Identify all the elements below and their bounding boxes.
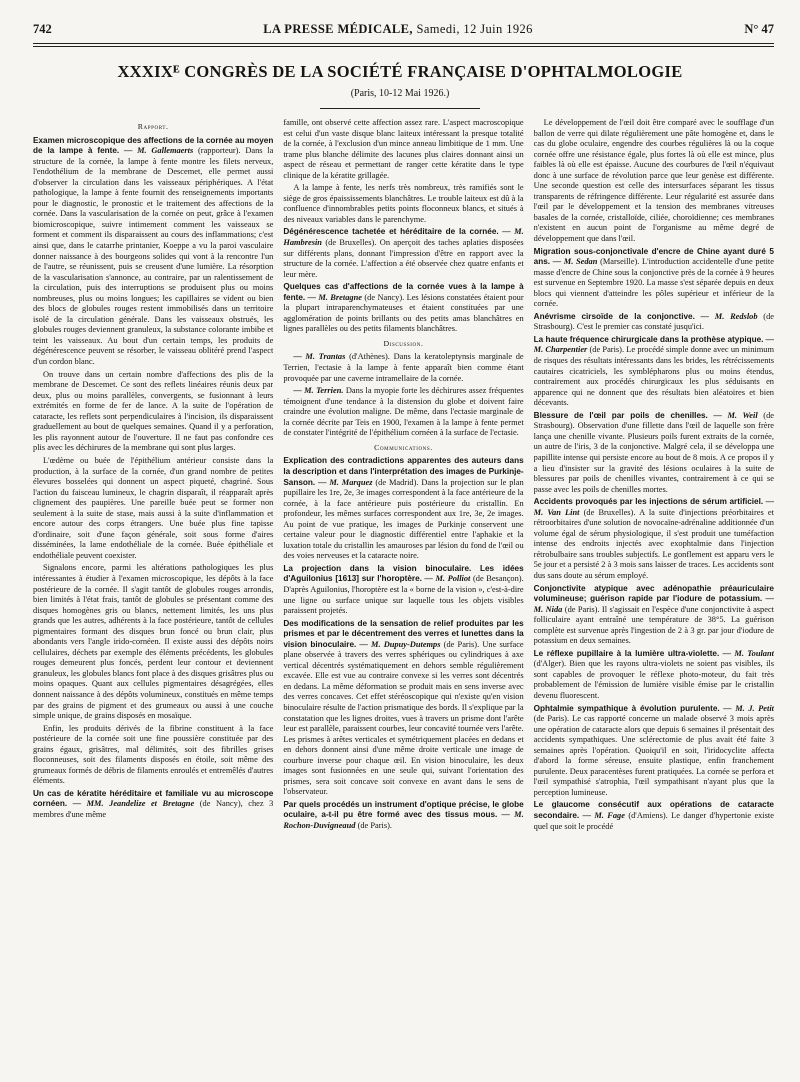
article-text: (de Nancy). Les lésions constatées étaient pour la plupart intraparenchymateuses et étaient constituées par une agglomération de points brillants ou des petits amas blanchâtres en lignes parallèles ou des petits filaments blanchâtres. [283, 292, 524, 334]
congress-subtitle: (Paris, 10-12 Mai 1926.) [350, 88, 450, 99]
article-paragraph [534, 497, 774, 581]
article-author: — M. Terrien. [293, 386, 344, 396]
body-paragraph: L'œdème ou buée de l'épithélium antérieur consiste dans la production, à la surface de la cornée, d'un grand nombre de petites élevures bosselées qui donnent un aspect piqueté, chagriné. Sous l'action du faisceau lumineux, le chagrin disparaît, il réapparaît après clignement des paupières. Une pareille buée peut se former non seulement à la suite de stase, mais aussi à la suite d'inflammation et encore autour des corps étrangers. Une buée plus fine tapisse d'ordinaire, soit d'une façon générale, soit sous forme d'aires disséminées, la lame endothéliale de la cornée. Buée épithéliale et endothéliale peuvent coexister. [33, 455, 274, 560]
article-title: La projection dans la vision binoculaire. Les idées d'Aguilonius [1613] sur l'horoptère. [283, 563, 524, 584]
article-text: (de Bruxelles). On aperçoit des taches aplaties disposées sur différents plans, donnant l'impression d'être en rapport avec la structure de la cornée. L'affection a été observée chez quatre enfants et leur mère. [283, 238, 524, 279]
journal-title-date [263, 22, 533, 37]
article-title: Conjonctivite atypique avec adénopathie préauriculaire volumineuse; guérison rapide par l'iodure de potassium. [533, 583, 774, 604]
article-text: (de Strasbourg). C'est le premier cas constaté jusqu'ici. [533, 311, 774, 332]
body-paragraph: Signalons encore, parmi les altérations pathologiques les plus intéressantes à étudier à l'examen microscopique, les dépôts à la face postérieure de la cornée. Il s'agit tantôt de globules rouges arrondis, bien limités à l'état frais, tantôt de globules se présentant comme des disques homogènes gris ou blancs, nettement limités, les uns plus grands que les autres, adhérents à la face postérieure, tantôt de cellules pigmentaires formant des disques brun foncé ou brun clair, plus abondants vers l'angle irido-cornéen. Il existe aussi des dépôts noirs cellulaires, déchets par exemple des éléments précédents, les globules rouges demeurent plus foncés, perdent leur contour et deviennent granuleux, les globules blancs font place à des disques grisâtres plus ou moins opaques. Quant aux cellules pigmentaires désagrégées, elles donnent naissance à des dépôts volumineux, constitués en même temps par des grains de pigment et des grumeaux ou aussi à une couche simple unique, de grains disposés en mosaïque. [33, 563, 274, 721]
article-title: Des modifications de la sensation de relief produites par les prismes et par le décentrement des verres et lunettes dans la vision binoculaire. [283, 618, 524, 649]
article-paragraph [283, 564, 523, 617]
article-title: Migration sous-conjonctivale d'encre de Chine ayant duré 5 ans. [533, 246, 774, 267]
article-author: — M. Hambresin [283, 227, 524, 248]
article-text: (de Paris). Le cas rapporté concerne un malade observé 3 mois après une opération de cataracte alors que depuis 6 semaines il présentait des accidents sympathiques. Une sclérectomie de plus avait été faite 3 semaines après l'opération. Quoiqu'il en soit, l'iridocyclite affecta d'abord la forme séreuse, ensuite plastique, enfin franchement purulente. Deux paracentèses furent pratiquées. La cornée se perfora et l'œil sympathisé s'atrophia, l'œil sympathisant n'ayant plus que la perception lumineuse. [533, 714, 774, 797]
article-title: Accidents provoqués par les injections de sérum artificiel. [533, 497, 764, 507]
article-author: — M. Polliot [424, 574, 471, 584]
article-text: (d'Amiens). Le danger d'hypertonie existe quel que soit le procédé [533, 811, 774, 831]
header-rule-double [33, 46, 774, 47]
congress-title: XXXIXᴱ CONGRÈS DE LA SOCIÉTÉ FRANÇAISE D'OPHTALMOLOGIE [117, 62, 683, 81]
article-paragraph [283, 456, 523, 561]
running-header [33, 22, 774, 40]
article-paragraph [534, 584, 774, 647]
article-author: — M. Van Lint [533, 497, 774, 517]
article-author: — M. Marquez [318, 477, 373, 487]
article-author: — M. Nida [533, 594, 774, 614]
article-paragraph [33, 136, 273, 368]
article-text: (rapporteur). Dans la structure de la cornée, la lampe à fente montre les filets nerveux, l'endothélium de la membrane de Descemet, elle permet aussi d'observer la circulation dans les vaisseaux périphériques. A l'état pathologique, la lampe à fente fournit des renseignements importants pour le diagnostic, le pronostic et le traitement des affections de la cornée. Dans la vascularisation de la cornée on peut, grâce à l'examen biomicroscopique, suivre intimement comment les vaisseaux se forment et comment ils disparaissent au cours des inflammations; c'est ainsi que, dans le catarrhe printanier, Koeppe a vu la paroi vasculaire donner naissance à des bourgeons solides qui vont à la rencontre l'un de l'autre, se réunissent, puis se creusent d'une lumière. La résorption de la vascularisation s'annonce, au contraire, par un ralentissement de la circulation, puis des interruptions se produisent plus ou moins nombreuses, plus ou moins longues; les capillaires se vident ou bien des blocs de globules rouges restent immobilisés dans un territoire isolé de la circulation générale. Dans les vaisseaux obstrués, les globules rouges deviennent granuleux, la substance colorante imbibe et teint les vaisseaux. Au bout d'un certain temps, les produits de dégénérescence peuvent se résorber, le vaisseau oblitéré prend l'aspect d'un cordon blanc. [33, 146, 274, 367]
column-1 [33, 118, 273, 1074]
article-author: — M. Weil [713, 410, 758, 420]
issue-date: Samedi, 12 Juin 1926 [416, 22, 533, 36]
body-paragraph: A la lampe à fente, les nerfs très nombreux, très ramifiés sont le siège de gros épaississements blanchâtres. Le trouble laiteux est dû à la confluence d'innombrables petits points floconneux blancs, et situés à des niveaux variables dans le parenchyme. [283, 183, 524, 224]
article-paragraph [534, 800, 774, 832]
issue-number: N° 47 [744, 22, 774, 36]
article-text: (de Besançon). D'après Aguilonius, l'horoptère est la « borne de la vision », c'est-à-dire une ligne ou surface unique sur laquelle tous les objets visibles paraissent projetés. [283, 574, 524, 616]
section-heading-rapport: Rapport. [137, 122, 169, 131]
article-title: Par quels procédés un instrument d'optique précise, le globe oculaire, a-t-il pu être formé avec des tissus mous. [283, 799, 524, 820]
body-paragraph: On trouve dans un certain nombre d'affections des plis de la membrane de Descemet. Ce sont des reflets linéaires réunis deux par deux, plus ou moins parallèles, convergents, se fusionnant à leurs extrémités en forme de fer de lance. A la suite de l'opération de cataracte, les reflets sont perpendiculaires à l'incision, ils disparaissent graduellement au bout de quelques semaines. Quand il y a perforation, les plis rayonnent autour de l'ouverture. Il ne faut pas confondre ces plis avec les déchirures de la membrane qui sont plus larges. [33, 369, 274, 453]
article-paragraph [283, 619, 523, 798]
title-divider [320, 108, 480, 109]
article-paragraph [283, 282, 523, 335]
discussion-paragraph [283, 386, 523, 439]
article-author: — M. Trantas [293, 352, 346, 362]
column-3 [534, 118, 774, 1074]
article-title: Ophtalmie sympathique à évolution purulente. [533, 703, 720, 713]
article-author: — M. J. Petit [723, 703, 774, 713]
article-title: Le glaucome consécutif aux opérations de cataracte secondaire. [533, 800, 774, 820]
article-paragraph [534, 312, 774, 333]
article-paragraph [534, 649, 774, 702]
body-paragraph: Enfin, les produits dérivés de la fibrine constituent à la face postérieure de la cornée soit une fine poussière constituée par des grains égaux, grisâtres, mal délimités, soit des fibrilles grises floconneuses, soit des filaments disposés en étoile, soit même des grumeaux formés de débris de filaments enroulés et entremêlés d'autres éléments. [33, 723, 274, 786]
article-title: Blessure de l'œil par poils de chenilles. [533, 410, 708, 420]
article-text: (Marseille). L'introduction accidentelle d'une petite masse d'encre de Chine sous la conjonctive près de la cornée à 9 heures est survenue en Septembre 1920. La masse s'est séparée depuis en deux blocs qui viennent d'atteindre les pôles supérieur et inférieur de la cornée. [533, 257, 774, 309]
article-text: (de Paris). Une surface plane observée à travers des verres sphériques ou cylindriques à axe vertical décentrés systématiquement en dehors semble régulièrement excavée. Elle est vue au contraire convexe si les verres sont décentrés en dedans. La même déformation se produit mais en sens inverse avec des verres concaves. Cet effet stéréoscopique qui n'existe qu'en vision binoculaire résulte de l'action prismatique des bords. Il s'explique par la constatation que les lignes droites, vues à travers un prisme dont l'arête leur est parallèle, paraissent courbes, leur concavité tournée vers l'arête. Les prismes à arêtes verticales et symétriquement placées en dedans et en dehors donnent ainsi d'une même droite verticale une image de courbure inverse pour chaque œil. En vision binoculaire, les deux images sont fusionnées en une seule qui, suivant l'orientation des prismes, sera soit concave soit convexe en avant dans le sens de l'observateur. [283, 639, 524, 797]
article-author: — M. Sedan [552, 257, 598, 267]
article-title: Un cas de kératite héréditaire et familiale vu au microscope cornéen. [33, 788, 274, 809]
article-paragraph [283, 227, 523, 280]
article-paragraph [534, 411, 774, 495]
article-text: (d'Athènes). Dans la keratoleptynsis marginale de Terrien, l'ectasie à la lampe à fente apparaît bien comme étant provoquée par une caverne intramellaire de la cornée. [283, 352, 524, 383]
article-text: (de Strasbourg). Observation d'une fillette dans l'œil de laquelle son frère lança une chenille vivante. Plusieurs poils furent extraits de la cornée, un autre de l'iris, 3 de la conjonctive. Malgré cela, il se développa une papillite intense qui persiste encore au bout de 8 mois. A ce propos il y a lieu d'insister sur la gravité des lésions oculaires à la suite de blessures par poils de chenilles vivantes, contrairement à ce qui se passe avec les poils de chenilles mortes. [533, 410, 774, 494]
article-text: (de Paris). Le procédé simple donne avec un minimum de risques des résultats intéressants dans les brides, les rétrécissements cautaires cicatriciels, les symblépharons plus ou moins étendus, contrairement aux procédés chirurgicaux les plus séduisants en apparence qui ne donnent que des résultats bien aléatoires et bien décevants. [533, 345, 774, 408]
article-title: Dégénérescence tachetée et héréditaire de la cornée. [283, 227, 499, 237]
article-author: — MM. Jeandelize et Bretagne [72, 799, 195, 809]
section-heading-communications: Communications. [374, 442, 433, 452]
article-text: (de Madrid). Dans la projection sur le plan pupillaire les 1re, 2e, 3e images correspondent à la face antérieure de la cornée, à la face antérieure puis postérieure du cristallin. En profondeur, les mêmes surfaces correspondent aux 1re, 3e, 2e images. Au point de vue pratique, les images de Purkinje conservent une certaine valeur pour le diagnostic différentiel entre l'aphakie et la luxation totale du cristallin les amauroses par lésion du fond de l'œil ou des voies nerveuses et la cataracte noire. [283, 477, 524, 561]
article-text: (de Paris). [357, 821, 392, 830]
article-author: — M. Gallemaerts [123, 146, 194, 156]
article-title: La haute fréquence chirurgicale dans la prothèse atypique. [533, 334, 764, 344]
section-heading-discussion: Discussion. [383, 338, 424, 348]
column-2 [283, 118, 523, 1074]
header-rule [33, 43, 774, 44]
article-title: Quelques cas d'affections de la cornée vues à la lampe à fente. [283, 282, 524, 302]
article-text: (de Bruxelles). A la suite d'injections préorbitaires et rétroorbitaires d'une solution de novocaïne-adrénaline additionnée d'un volume égal de sérum physiologique, il s'est produit une tuméfaction intense des endroits injectés avec exophtalmie dans l'injection rétrobulbaire sans troubles subjectifs. Le gonflement est apparu vers le 5e jour et a persisté 2 à 3 mois sans laisser de traces. Les accidents sont dus sans doute au sérum employé. [533, 507, 774, 580]
article-text: Dans la myopie forte les déchirures assez fréquentes témoignent d'une tendance à la distension du globe et doivent faire craindre une évolution maligne. De même, dans l'ectasie marginale de la cornée décrite par Teis en 1900, l'examen à la lampe à fente permet de constater l'intégrité de l'épithélium cornéen à la surface de l'ectasie. [283, 386, 524, 438]
body-paragraph: Le développement de l'œil doit être comparé avec le soufflage d'un ballon de verre qui dilate régulièrement une pâte homogène et, dans le cas du globe oculaire, engendre des courbes régulières là ou la coque cornée offre une résistance égale, plus fortes là où elle est mince, plus faibles là où elle est épaisse. Aucune des courbures de l'œil n'équivaut donc à une surface de révolution parce que leur genèse est différente. Une seconde question est celle des intersurfaces séparant les tissus transparents de réfringence différente. Leur régularité est assurée dans l'œil par le développement et la tension des membranes vitreuses basales de la cornée, cristalloïde, ciliée, choroïdienne; ces membranes n'existent en aucun point de l'organisme au même degré de développement que dans l'œil. [533, 118, 774, 244]
discussion-paragraph [283, 352, 523, 384]
article-paragraph [283, 800, 523, 832]
article-paragraph [534, 335, 774, 409]
article-columns [33, 118, 774, 1074]
page-number: 742 [33, 22, 52, 36]
article-text: (de Paris). Il s'agissait en l'espèce d'une conjonctivite à aspect folliculaire ayant entraîné une température de 38°5. La guérison complète est survenue après l'ingestion de 2 à 3 gr. par jour d'iodure de potassium en deux semaines. [533, 604, 774, 646]
article-author: — M. Toulant [722, 648, 774, 658]
article-text: (d'Alger). Bien que les rayons ultra-violets ne soient pas visibles, ils sont capables de provoquer le réflexe photo-moteur, du fait très probablement de l'émission de lumière visible émise par le cristallin devenu fluorescent. [533, 659, 774, 700]
article-author: — M. Dupuy-Dutemps [359, 639, 441, 649]
article-author: — M. Rochon-Duvigneaud [283, 810, 524, 830]
article-paragraph [534, 704, 774, 799]
article-title: Examen microscopique des affections de la cornée au moyen de la lampe à fente. [33, 135, 274, 156]
body-paragraph: famille, ont observé cette affection assez rare. L'aspect macroscopique est celui d'un vaste disque blanc laiteux intéressant la presque totalité de la cornée, à l'exclusion d'un mince anneau limbitique de 1 mm. Une trame plus blanche délimite des lacunes plus claires donnant ainsi un aspect de réseau et permettant de ranger cette kératite dans le type clinique de la kératite grillagée. [283, 118, 524, 180]
journal-name: LA PRESSE MÉDICALE, [263, 22, 413, 36]
article-author: — M. Redslob [700, 311, 758, 321]
article-paragraph [33, 789, 273, 821]
article-title: Anévrisme cirsoïde de la conjonctive. [533, 311, 695, 321]
article-title: Explication des contradictions apparentes des auteurs dans la description et dans l'interprétation des images de Purkinje-Sanson. [283, 456, 524, 487]
article-author: — M. Bretagne [307, 292, 362, 302]
article-title: Le réflexe pupillaire à la lumière ultra-violette. [533, 648, 720, 658]
article-text: (de Nancy), chez 3 membres d'une même [33, 799, 274, 819]
article-author: — M. Charpentier [533, 334, 774, 355]
article-author: — M. Fage [582, 811, 625, 820]
article-paragraph [534, 247, 774, 310]
